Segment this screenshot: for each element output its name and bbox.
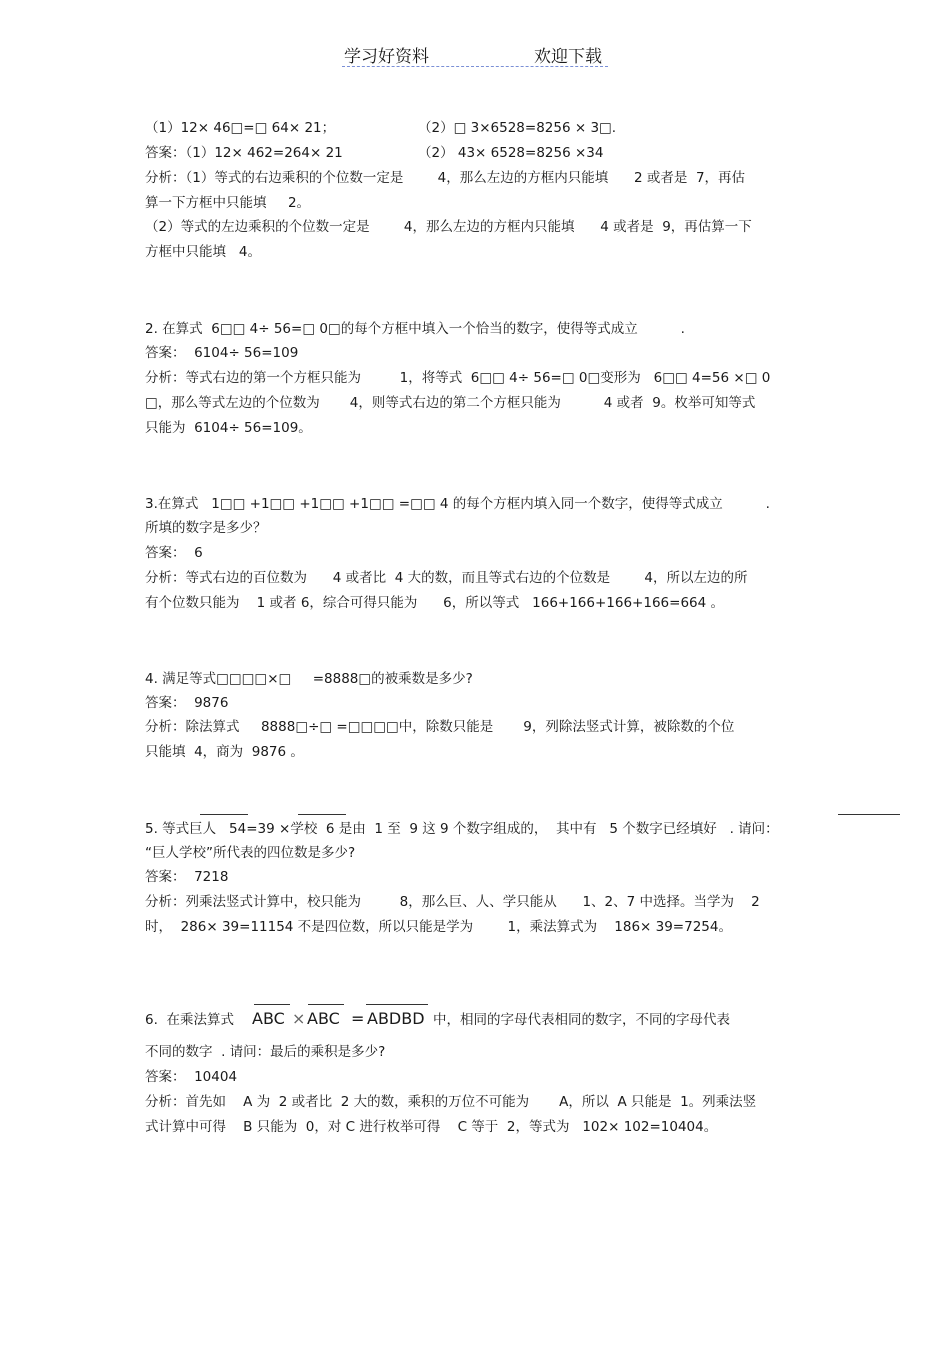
s6-question: 不同的数字 . 请问：最后的乘积是多少? (145, 1044, 386, 1060)
s3-question: 所填的数字是多少？ (145, 520, 267, 536)
s2-analysis-line: 只能为 6104÷ 56=109。 (145, 420, 312, 436)
s3-analysis-line: 有个位数只能为 1 或者 6，综合可得只能为 6，所以等式 166+166+166+166=664 。 (145, 595, 725, 611)
header-left-text: 学习好资料 (344, 47, 429, 67)
s1-question-2: （2）□ 3×6528=8256 × 3□. (418, 120, 617, 136)
s4-analysis-line: 只能填 4，商为 9876 。 (145, 744, 304, 760)
math-abc-1: ABC (252, 1009, 285, 1028)
overline-学校 (298, 814, 346, 815)
math-times: × (292, 1009, 306, 1028)
overline-abc-1 (254, 1004, 290, 1005)
math-abc-2: ABC (307, 1009, 340, 1028)
s6-answer: 答案： 10404 (145, 1069, 238, 1085)
header-right-text: 欢迎下载 (534, 47, 602, 67)
s5-analysis-line: 分析：列乘法竖式计算中，校只能为 8，那么巨、人、学只能从 1、2、7 中选择。当学为 2 (145, 894, 760, 910)
s3-analysis-line: 分析：等式右边的百位数为 4 或者比 4 大的数，而且等式右边的个位数是 4，所以左边的所 (145, 570, 748, 586)
math-abdbd: ABDBD (367, 1009, 425, 1028)
s3-answer: 答案： 6 (145, 545, 203, 561)
s6-analysis-line: 分析：首先如 A 为 2 或者比 2 大的数，乘积的万位不可能为 A，所以 A 只能是 1。列乘法竖 (145, 1094, 757, 1110)
s5-question: “巨人学校”所代表的四位数是多少? (145, 845, 356, 861)
s1-analysis-line: （2）等式的左边乘积的个位数一定是 4，那么左边的方框内只能填 4 或者是 9，再估算一下 (145, 219, 752, 235)
s4-answer: 答案： 9876 (145, 695, 229, 711)
s3-question: 3.在算式 1□□ +1□□ +1□□ +1□□ =□□ 4 的每个方框内填入同一个数字，使得等式成立 . (145, 496, 770, 512)
s6-question-suffix: 中，相同的字母代表相同的数字，不同的字母代表 (433, 1012, 730, 1028)
s4-analysis-line: 分析：除法算式 8888□÷□ =□□□□中，除数只能是 9，列除法竖式计算，被除数的个位 (145, 719, 735, 735)
overline-stray (838, 814, 900, 815)
page-header (342, 40, 608, 67)
s1-analysis-line: 方框中只能填 4。 (145, 244, 261, 260)
overline-巨人 (200, 814, 248, 815)
overline-abc-2 (308, 1004, 344, 1005)
s2-analysis-line: 分析：等式右边的第一个方框只能为 1，将等式 6□□ 4÷ 56=□ 0□变形为 6□□ 4=56 ×□ 0 (145, 370, 771, 386)
s2-question: 2. 在算式 6□□ 4÷ 56=□ 0□的每个方框中填入一个恰当的数字，使得等式成立 . (145, 321, 685, 337)
s6-question-prefix: 6. 在乘法算式 (145, 1012, 234, 1028)
s5-answer: 答案： 7218 (145, 869, 229, 885)
overline-abdbd (366, 1004, 428, 1005)
math-equals: = (351, 1009, 365, 1028)
s2-analysis-line: □，那么等式左边的个位数为 4，则等式右边的第二个方框只能为 4 或者 9。枚举可知等式 (145, 395, 756, 411)
s1-answer-1: 答案：（1）12× 462=264× 21 (145, 145, 343, 161)
s6-analysis-line: 式计算中可得 B 只能为 0，对 C 进行枚举可得 C 等于 2，等式为 102× 102=10404。 (145, 1119, 718, 1135)
s1-analysis-line: 分析：（1）等式的右边乘积的个位数一定是 4，那么左边的方框内只能填 2 或者是 7，再估 (145, 170, 746, 186)
s1-answer-2: （2） 43× 6528=8256 ×34 (418, 145, 604, 161)
s5-question: 5. 等式巨人 54=39 ×学校 6 是由 1 至 9 这 9 个数字组成的， 其中有 5 个数字已经填好 . 请问： (145, 821, 779, 837)
s5-analysis-line: 时， 286× 39=11154 不是四位数，所以只能是学为 1，乘法算式为 186× 39=7254。 (145, 919, 732, 935)
s1-analysis-line: 算一下方框中只能填 2。 (145, 195, 311, 211)
s2-answer: 答案： 6104÷ 56=109 (145, 345, 299, 361)
s4-question: 4. 满足等式□□□□×□ =8888□的被乘数是多少? (145, 671, 473, 687)
s1-question-1: （1）12× 46□=□ 64× 21； (145, 120, 336, 136)
